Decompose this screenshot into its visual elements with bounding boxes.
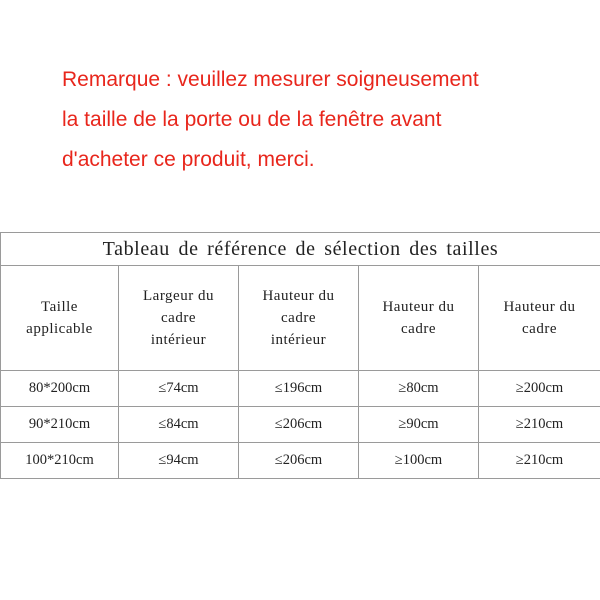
table-cell: ≤94cm: [119, 443, 239, 479]
header-text: Largeur du: [143, 288, 214, 304]
header-text: cadre: [401, 321, 436, 337]
remark-line-1: Remarque : veuillez mesurer soigneusement: [62, 68, 479, 91]
size-reference-table-container: [0, 232, 600, 479]
header-text: intérieur: [150, 332, 207, 348]
table-header-row: [1, 266, 600, 371]
table-row: [1, 371, 600, 407]
table-cell: 80*200cm: [1, 371, 119, 407]
table-cell: ≥210cm: [479, 443, 600, 479]
table-row: [1, 407, 600, 443]
table-cell: 90*210cm: [1, 407, 119, 443]
header-text: intérieur: [270, 332, 327, 348]
header-largeur-cadre-interieur: [119, 266, 239, 371]
table-cell: ≤206cm: [239, 407, 359, 443]
table-cell: ≤206cm: [239, 443, 359, 479]
header-text: cadre: [161, 310, 196, 326]
table-cell: 100*210cm: [1, 443, 119, 479]
header-text: Taille: [41, 299, 78, 315]
header-text: Hauteur du: [503, 299, 576, 315]
size-reference-table: [0, 232, 600, 479]
header-text: applicable: [26, 321, 93, 337]
table-cell: ≥100cm: [359, 443, 479, 479]
remark-line-2: la taille de la porte ou de la fenêtre avant: [62, 108, 442, 131]
header-hauteur-cadre-1: [359, 266, 479, 371]
table-cell: ≥80cm: [359, 371, 479, 407]
table-cell: ≤196cm: [239, 371, 359, 407]
table-title: Tableau de référence de sélection des tailles: [1, 233, 600, 266]
table-title-row: [1, 233, 600, 266]
table-cell: ≥210cm: [479, 407, 600, 443]
header-hauteur-cadre-2: [479, 266, 600, 371]
table-cell: ≥90cm: [359, 407, 479, 443]
table-row: [1, 443, 600, 479]
header-text: Hauteur du: [382, 299, 455, 315]
table-cell: ≥200cm: [479, 371, 600, 407]
table-cell: ≤84cm: [119, 407, 239, 443]
header-hauteur-cadre-interieur: [239, 266, 359, 371]
header-text: Hauteur du: [262, 288, 335, 304]
header-taille-applicable: [1, 266, 119, 371]
remark-line-3: d'acheter ce produit, merci.: [62, 148, 315, 171]
table-cell: ≤74cm: [119, 371, 239, 407]
remark-note: [62, 60, 582, 180]
header-text: cadre: [281, 310, 316, 326]
header-text: cadre: [522, 321, 557, 337]
